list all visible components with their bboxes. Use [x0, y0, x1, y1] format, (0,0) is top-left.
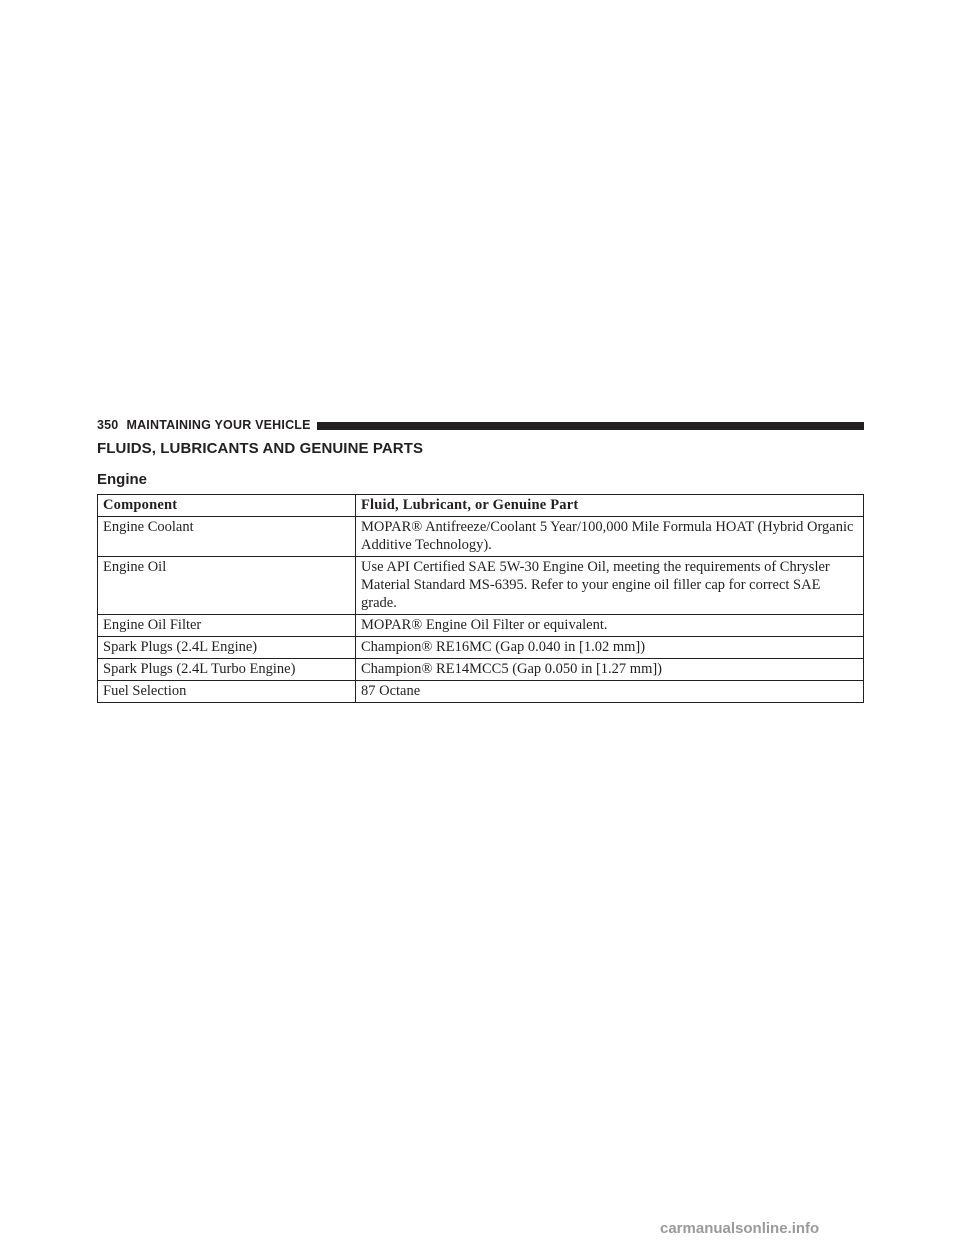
table-row — [98, 637, 864, 659]
engine-spec-table — [97, 494, 864, 703]
table-row — [98, 681, 864, 703]
running-title: MAINTAINING YOUR VEHICLE — [126, 418, 311, 432]
table-row — [98, 557, 864, 615]
spec-cell: 87 Octane — [356, 681, 864, 703]
column-header-spec: Fluid, Lubricant, or Genuine Part — [356, 495, 864, 517]
table-row — [98, 615, 864, 637]
spec-cell: MOPAR® Antifreeze/Coolant 5 Year/100,000 Mile Formula HOAT (Hybrid Organic Additive Technology). — [356, 517, 864, 557]
table-row — [98, 659, 864, 681]
component-cell: Spark Plugs (2.4L Turbo Engine) — [98, 659, 356, 681]
watermark: carmanualsonline.info — [660, 1220, 820, 1237]
component-cell: Spark Plugs (2.4L Engine) — [98, 637, 356, 659]
subsection-title: Engine — [97, 471, 148, 488]
spec-cell: MOPAR® Engine Oil Filter or equivalent. — [356, 615, 864, 637]
spec-cell: Use API Certified SAE 5W-30 Engine Oil, meeting the requirements of Chrysler Material Standard MS-6395. Refer to your engine oil filler cap for correct SAE grade. — [356, 557, 864, 615]
spec-cell: Champion® RE14MCC5 (Gap 0.050 in [1.27 mm]) — [356, 659, 864, 681]
component-cell: Engine Oil Filter — [98, 615, 356, 637]
component-cell: Engine Oil — [98, 557, 356, 615]
component-cell: Fuel Selection — [98, 681, 356, 703]
header-rule — [317, 422, 864, 430]
table-header-row — [98, 495, 864, 517]
column-header-component: Component — [98, 495, 356, 517]
page-number: 350 — [97, 418, 119, 432]
component-cell: Engine Coolant — [98, 517, 356, 557]
spec-cell: Champion® RE16MC (Gap 0.040 in [1.02 mm]) — [356, 637, 864, 659]
running-header — [97, 416, 864, 434]
table-row — [98, 517, 864, 557]
section-title: FLUIDS, LUBRICANTS AND GENUINE PARTS — [97, 440, 424, 457]
